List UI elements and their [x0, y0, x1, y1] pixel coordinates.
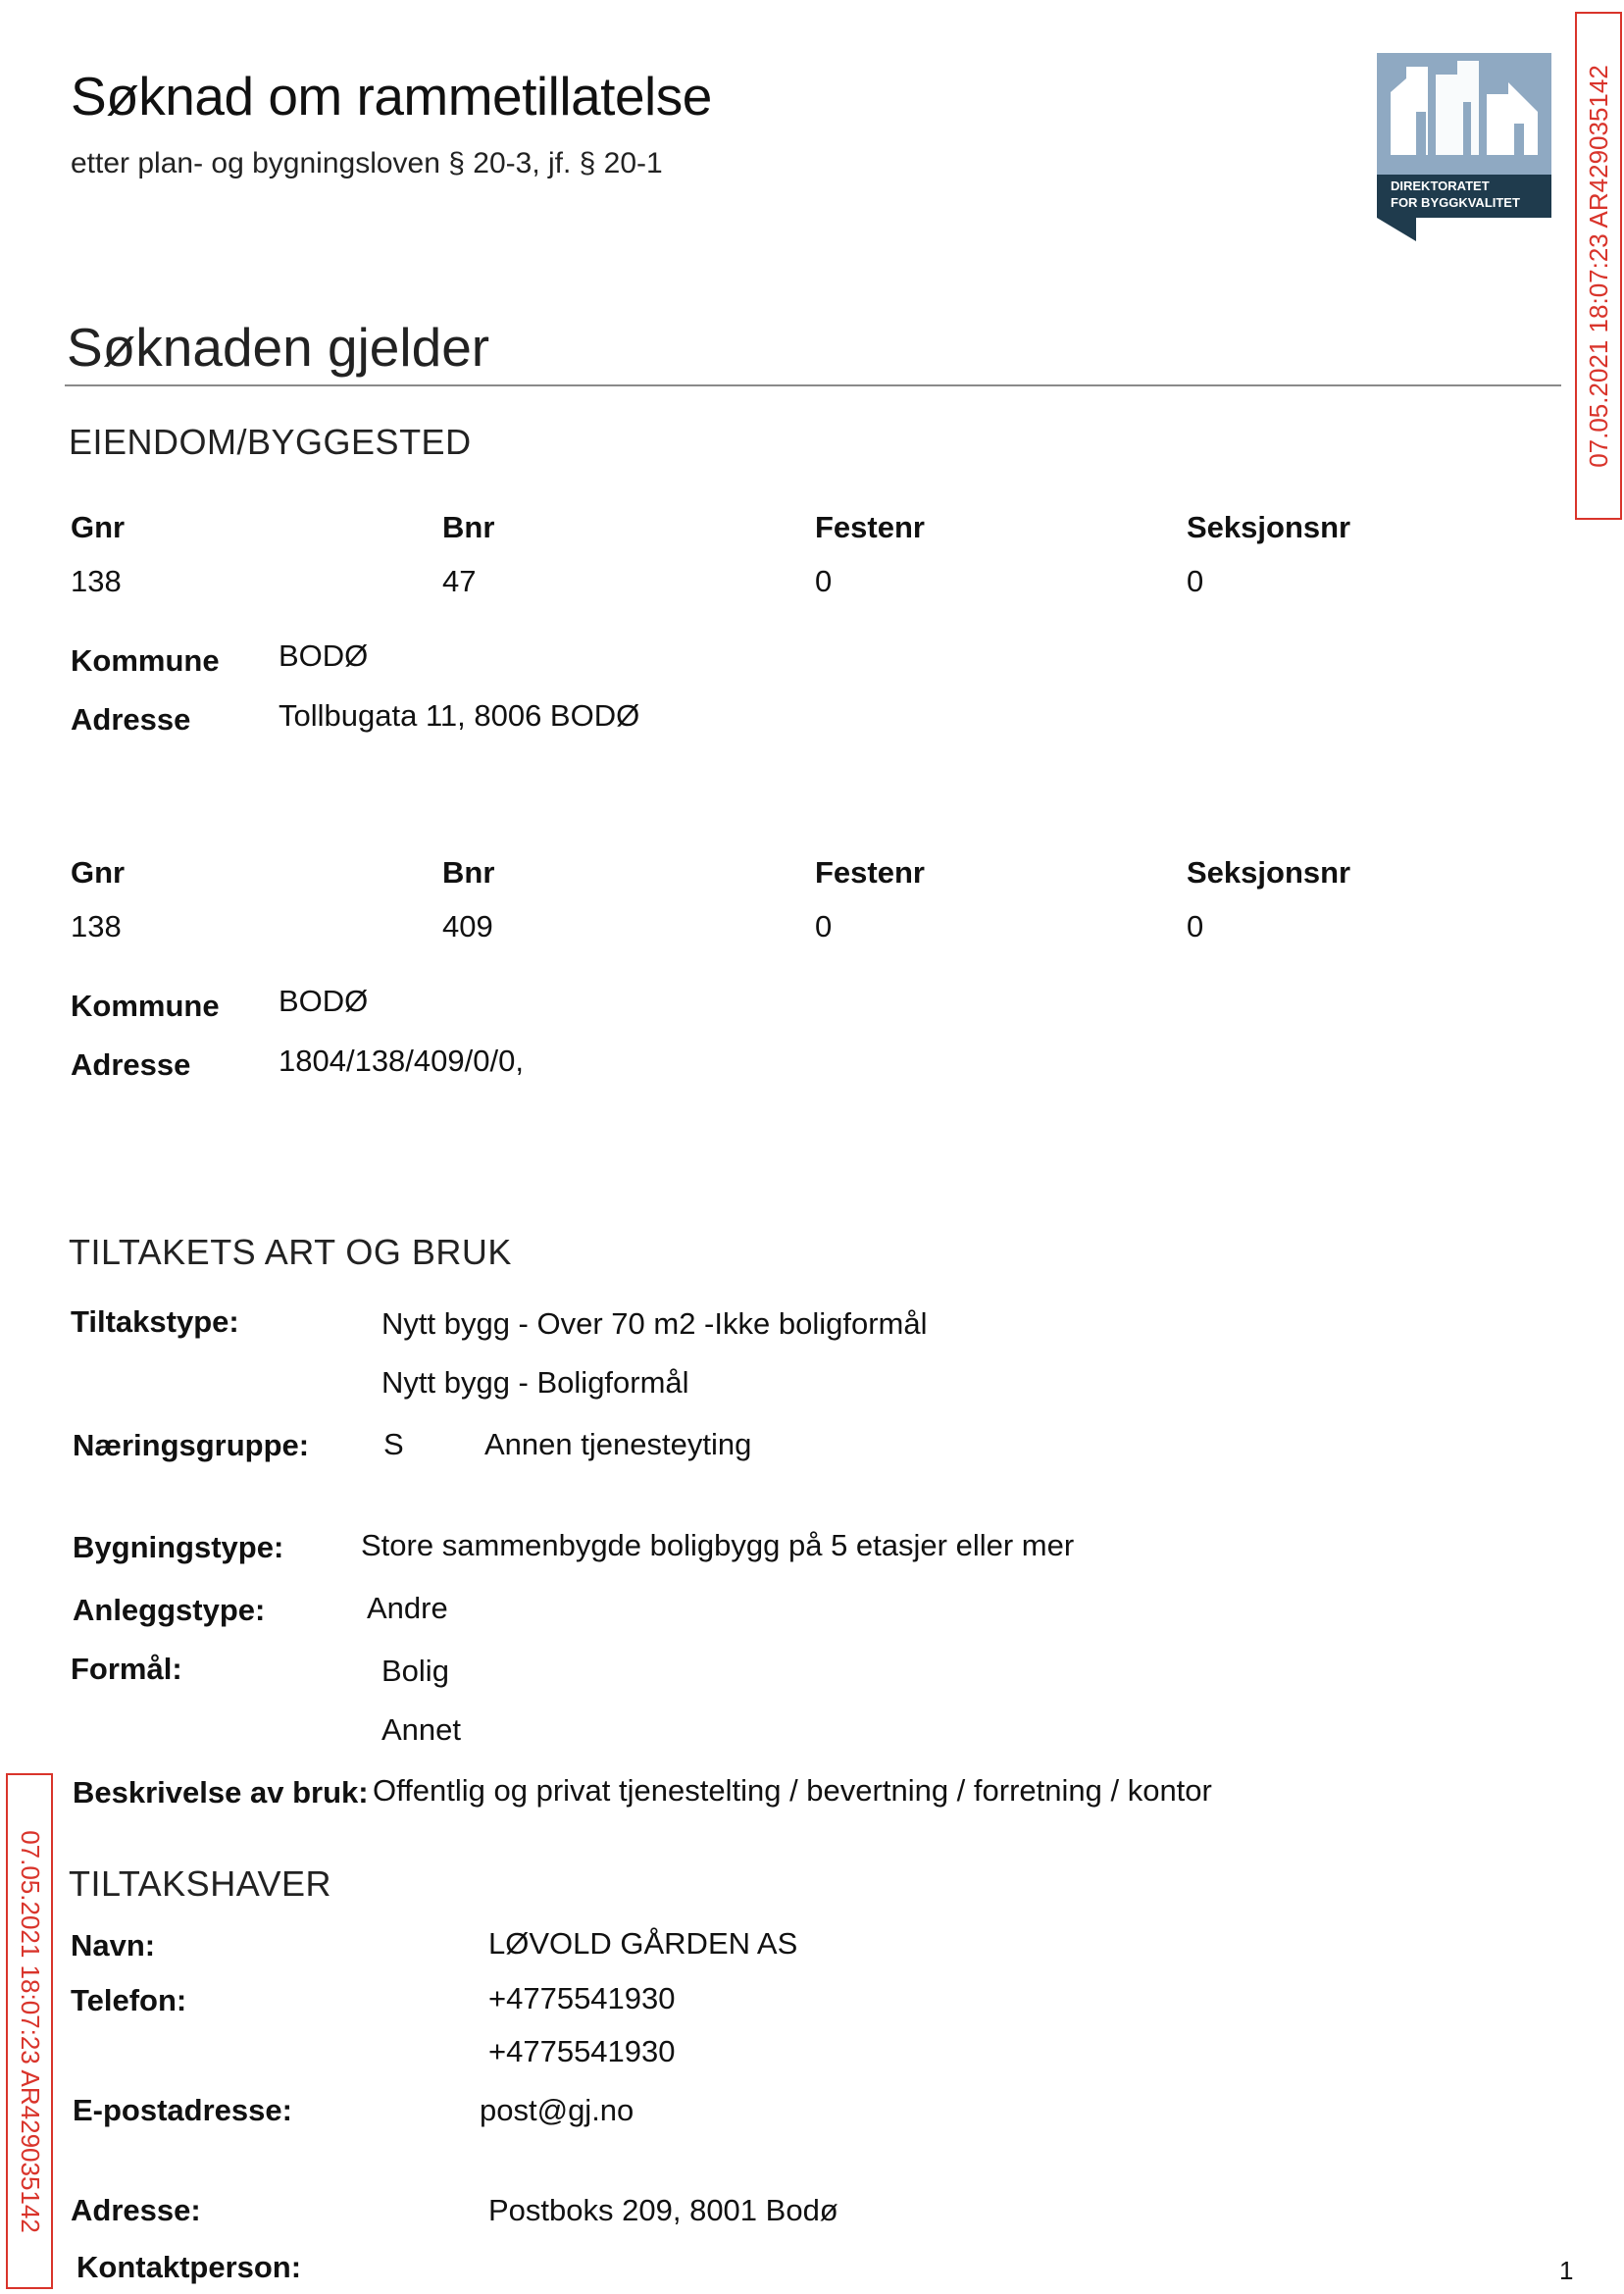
- tiltak-heading: TILTAKETS ART OG BRUK: [69, 1232, 512, 1272]
- adresse-value: 1804/138/409/0/0,: [279, 1044, 524, 1078]
- formal-value: Bolig: [381, 1654, 449, 1688]
- festenr-value: 0: [815, 564, 833, 598]
- kommune-value: BODØ: [279, 984, 369, 1018]
- col-festenr: Festenr: [815, 855, 925, 890]
- stamp-text: 07.05.2021 18:07:23 AR429035142: [1583, 64, 1613, 468]
- gnr-value: 138: [71, 909, 122, 943]
- festenr-value: 0: [815, 909, 833, 943]
- date-stamp-top: [1575, 12, 1622, 520]
- section-divider: [65, 384, 1561, 386]
- telefon-value: +4775541930: [488, 1981, 676, 2015]
- col-gnr: Gnr: [71, 855, 126, 890]
- telefon-value: +4775541930: [488, 2034, 676, 2068]
- bnr-value: 409: [442, 909, 493, 943]
- seksjonsnr-value: 0: [1187, 909, 1204, 943]
- naeringsgruppe-value: Annen tjenesteyting: [484, 1427, 752, 1461]
- col-bnr: Bnr: [442, 510, 495, 544]
- logo-text-line1: DIREKTORATET: [1391, 178, 1490, 193]
- kommune-label: Kommune: [71, 989, 220, 1023]
- tiltakstype-label: Tiltakstype:: [71, 1304, 239, 1339]
- adresse-label: Adresse:: [71, 2193, 201, 2227]
- gnr-value: 138: [71, 564, 122, 598]
- logo-text-line2: FOR BYGGKVALITET: [1391, 195, 1520, 210]
- kommune-label: Kommune: [71, 643, 220, 678]
- tiltakstype-value: Nytt bygg - Over 70 m2 -Ikke boligformål: [381, 1306, 928, 1341]
- navn-label: Navn:: [71, 1928, 156, 1963]
- col-festenr: Festenr: [815, 510, 925, 544]
- property-heading: EIENDOM/BYGGESTED: [69, 422, 472, 462]
- kommune-value: BODØ: [279, 638, 369, 673]
- kontaktperson-label: Kontaktperson:: [76, 2250, 302, 2284]
- navn-value: LØVOLD GÅRDEN AS: [488, 1926, 798, 1961]
- adresse-value: Postboks 209, 8001 Bodø: [488, 2193, 838, 2227]
- telefon-label: Telefon:: [71, 1983, 187, 2017]
- col-seksjonsnr: Seksjonsnr: [1187, 510, 1351, 544]
- adresse-label: Adresse: [71, 702, 191, 737]
- bnr-value: 47: [442, 564, 477, 598]
- beskrivelse-label: Beskrivelse av bruk:: [73, 1775, 369, 1810]
- bygningstype-value: Store sammenbygde boligbygg på 5 etasjer eller mer: [361, 1528, 1075, 1562]
- anleggstype-label: Anleggstype:: [73, 1593, 266, 1627]
- building-logo-icon: [1377, 53, 1551, 241]
- seksjonsnr-value: 0: [1187, 564, 1204, 598]
- page-title: Søknad om rammetillatelse: [71, 66, 712, 127]
- tiltakshaver-heading: TILTAKSHAVER: [69, 1863, 332, 1904]
- section-title: Søknaden gjelder: [67, 317, 490, 378]
- page-number: 1: [1559, 2256, 1574, 2285]
- epost-value: post@gj.no: [480, 2093, 634, 2127]
- stamp-text: 07.05.2021 18:07:23 AR429035142: [15, 1829, 45, 2233]
- dibk-logo: [1377, 53, 1551, 241]
- col-bnr: Bnr: [442, 855, 495, 890]
- adresse-value: Tollbugata 11, 8006 BODØ: [279, 698, 640, 733]
- naeringsgruppe-code: S: [383, 1427, 404, 1461]
- epost-label: E-postadresse:: [73, 2093, 292, 2127]
- col-gnr: Gnr: [71, 510, 126, 544]
- bygningstype-label: Bygningstype:: [73, 1530, 284, 1564]
- formal-label: Formål:: [71, 1652, 182, 1686]
- naeringsgruppe-label: Næringsgruppe:: [73, 1428, 310, 1462]
- formal-value: Annet: [381, 1712, 462, 1747]
- anleggstype-value: Andre: [367, 1591, 448, 1625]
- col-seksjonsnr: Seksjonsnr: [1187, 855, 1351, 890]
- beskrivelse-value: Offentlig og privat tjenestelting / bevertning / forretning / kontor: [373, 1773, 1212, 1808]
- tiltakstype-value: Nytt bygg - Boligformål: [381, 1365, 689, 1400]
- adresse-label: Adresse: [71, 1047, 191, 1082]
- date-stamp-left: [6, 1773, 53, 2289]
- page-subtitle: etter plan- og bygningsloven § 20-3, jf. § 20-1: [71, 147, 663, 179]
